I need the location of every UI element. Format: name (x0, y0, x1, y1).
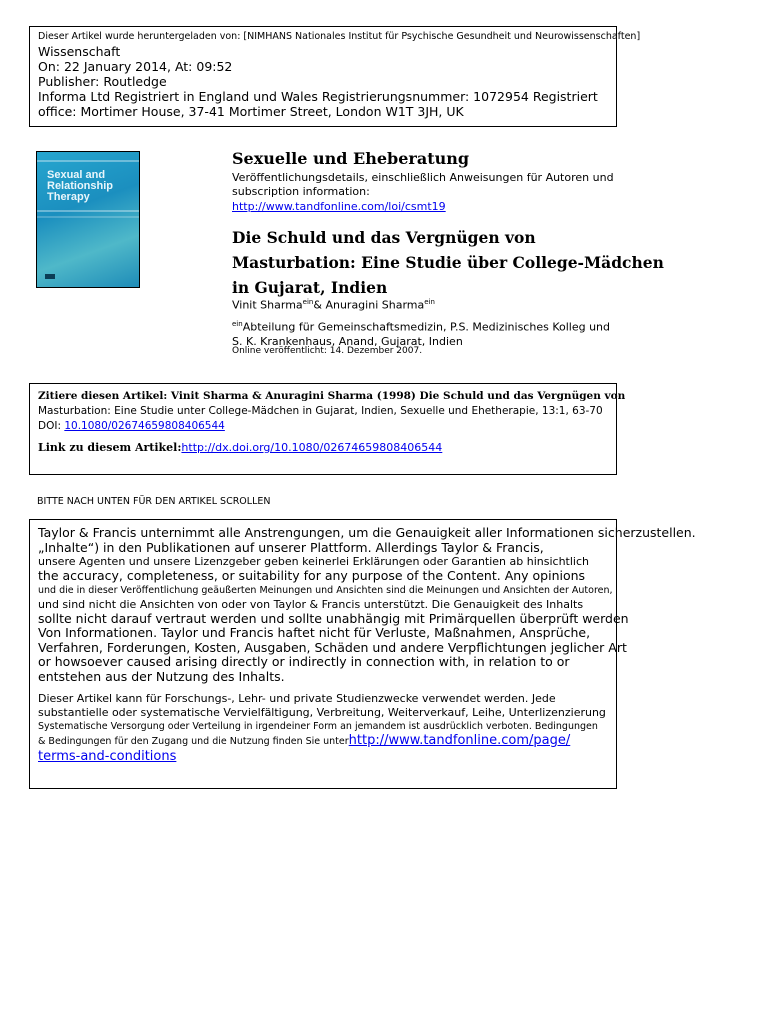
author-sup: ein (424, 298, 435, 306)
publisher-logo-icon (45, 274, 55, 279)
affiliation-sup: ein (232, 320, 243, 328)
online-date: Online veröffentlicht: 14. Dezember 2007. (232, 346, 423, 356)
citation-box (29, 383, 626, 475)
affiliation-line: S. K. Krankenhaus, Anand, Gujarat, Indien (232, 334, 463, 348)
disclaimer-line: unsere Agenten und unsere Lizenzgeber geben keinerlei Erklärungen oder Garantien ab hinsichtlich (38, 555, 589, 568)
terms-link[interactable]: http://www.tandfonline.com/page/ (348, 733, 571, 748)
author-name: Vinit Sharma (232, 298, 303, 312)
journal-url-link[interactable]: http://www.tandfonline.com/loi/csmt19 (232, 200, 446, 213)
journal-title: Sexuelle und Eheberatung (232, 149, 470, 168)
affiliation-line: Abteilung für Gemeinschaftsmedizin, P.S. Medizinisches Kolleg und (242, 320, 610, 334)
disclaimer-line: Taylor & Francis unternimmt alle Anstrengungen, um die Genauigkeit aller Informationen sicherzustellen. (38, 525, 696, 540)
doi-line (38, 419, 608, 434)
disclaimer-line: „Inhalte“) in den Publikationen auf unserer Plattform. Allerdings Taylor & Francis, (38, 539, 544, 555)
scroll-note: BITTE NACH UNTEN FÜR DEN ARTIKEL SCROLLEN (37, 496, 271, 507)
citation-line: Masturbation: Eine Studie unter College-Mädchen in Gujarat, Indien, Sexuelle und Ehetherapie, 13:1, 63-70 (38, 405, 603, 417)
disclaimer-line: or howsoever caused arising directly or indirectly in connection with, in relation to or (38, 654, 570, 669)
header-line: On: 22 January 2014, At: 09:52 (38, 59, 233, 74)
article-link-line (38, 441, 608, 454)
disclaimer-line: Systematische Versorgung oder Verteilung in irgendeiner Form an jemandem ist ausdrücklich verboten. Bedingungen (38, 721, 598, 732)
doi-link[interactable]: 10.1080/02674659808406544 (64, 420, 225, 432)
authors (232, 298, 435, 312)
header-line: Wissenschaft (38, 44, 121, 59)
article-title-line: Masturbation: Eine Studie über College-Mädchen (232, 253, 664, 272)
disclaimer-line: Von Informationen. Taylor und Francis haftet nicht für Verluste, Maßnahmen, Ansprüche, (38, 625, 591, 640)
disclaimer-line: the accuracy, completeness, or suitability for any purpose of the Content. Any opinions (38, 568, 586, 583)
disclaimer-line: substantielle oder systematische Vervielfältigung, Verbreitung, Weiterverkauf, Leihe, Unterlizenzierung (38, 706, 606, 719)
journal-details: subscription information: (232, 185, 370, 198)
journal-cover-image (36, 151, 140, 288)
disclaimer-line: und die in dieser Veröffentlichung geäußerten Meinungen und Ansichten sind die Meinungen und Ansichten der Autoren, (38, 584, 613, 596)
cover-title: Sexual and Relationship Therapy (47, 169, 114, 203)
doi-label: DOI: (38, 420, 61, 432)
author-sup: ein (302, 298, 314, 306)
download-notice: Dieser Artikel wurde heruntergeladen von: [NIMHANS Nationales Institut für Psychische Gesundheit und Neurowissenschaften] (38, 31, 641, 42)
disclaimer-line: Verfahren, Forderungen, Kosten, Ausgaben, Schäden und andere Verpflichtungen jeglicher Art (38, 639, 627, 655)
article-title (232, 225, 664, 300)
header-line: Informa Ltd Registriert in England und Wales Registrierungsnummer: 1072954 Registriert (38, 89, 598, 104)
article-link[interactable]: http://dx.doi.org/10.1080/02674659808406544 (181, 441, 443, 454)
article-title-line: Die Schuld und das Vergnügen von (232, 228, 536, 247)
journal-details: Veröffentlichungsdetails, einschließlich Anweisungen für Autoren und (232, 171, 614, 184)
disclaimer-box (29, 519, 696, 789)
author-name: & Anuragini Sharma (313, 298, 425, 312)
disclaimer-line: entstehen aus der Nutzung des Inhalts. (38, 668, 285, 684)
citation-line: Zitiere diesen Artikel: Vinit Sharma & Anuragini Sharma (1998) Die Schuld und das Vergnügen von (38, 390, 626, 402)
disclaimer-line: und sind nicht die Ansichten von oder von Taylor & Francis unterstützt. Die Genauigkeit des Inhalts (38, 597, 584, 611)
disclaimer-line: sollte nicht darauf vertraut werden und sollte unabhängig mit Primärquellen überprüft werden (38, 610, 629, 626)
header-line: office: Mortimer House, 37-41 Mortimer Street, London W1T 3JH, UK (38, 104, 464, 119)
header-line: Publisher: Routledge (38, 74, 167, 89)
disclaimer-paragraph-1 (38, 525, 696, 684)
terms-line (38, 734, 608, 749)
affiliation (232, 317, 610, 349)
disclaimer-paragraph-2 (38, 692, 608, 734)
terms-prefix: & Bedingungen für den Zugang und die Nutzung finden Sie unter (38, 736, 349, 747)
disclaimer-line: Dieser Artikel kann für Forschungs-, Lehr- und private Studienzwecke verwendet werden. Jede (38, 692, 556, 705)
article-title-line: in Gujarat, Indien (232, 278, 388, 297)
article-link-label: Link zu diesem Artikel: (38, 441, 182, 454)
terms-link-continued[interactable]: terms-and-conditions (38, 749, 177, 764)
download-info-box (29, 26, 641, 127)
